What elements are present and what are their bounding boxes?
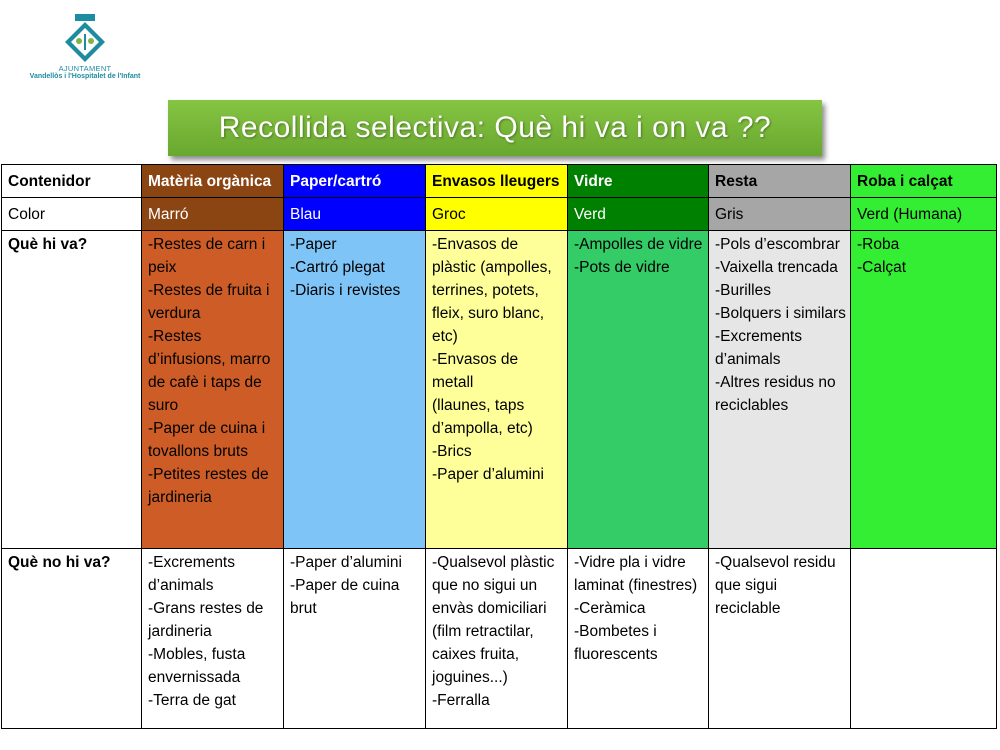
list-item: -Restes de carn i (148, 236, 266, 253)
list-item: peix (148, 259, 177, 276)
list-item: -Altres residus no (715, 374, 836, 391)
list-item: -Mobles, fusta (148, 646, 246, 663)
recycling-table (1, 164, 997, 729)
list-item: d’animals (148, 577, 214, 594)
list-item: -Paper d’alumini (290, 554, 402, 571)
list-item: -Paper (290, 236, 337, 253)
list-item: -Brics (432, 443, 472, 460)
header-row (2, 165, 997, 198)
list-item: etc) (432, 328, 458, 345)
list-item: -Excrements (148, 554, 235, 571)
list-item: (film retractilar, (432, 623, 534, 640)
accepted-items-col-3 (568, 231, 709, 549)
list-item: brut (290, 600, 317, 617)
list-item: -Paper d’alumini (432, 466, 544, 483)
list-item: -Paper de cuina (290, 577, 400, 594)
list-item: -Pols d’escombrar (715, 236, 840, 253)
list-item: -Vaixella trencada (715, 259, 838, 276)
list-item: que no sigui un (432, 577, 538, 594)
list-item: -Pots de vidre (574, 259, 670, 276)
logo-name: AJUNTAMENT (58, 64, 112, 73)
list-item: -Restes (148, 328, 202, 345)
list-item: plàstic (ampolles, (432, 259, 552, 276)
list-item: suro (148, 397, 179, 414)
color-row (2, 198, 997, 231)
list-item: -Diaris i revistes (290, 282, 401, 299)
municipality-logo (10, 14, 160, 80)
list-item: tovallons bruts (148, 443, 248, 460)
container-header-col-2: Envasos lleugers (426, 165, 568, 198)
not-accepted-items-col-1 (284, 549, 426, 729)
list-item: -Envasos de (432, 236, 519, 253)
list-item: -Ceràmica (574, 600, 646, 617)
page-title: Recollida selectiva: Què hi va i on va ?? (218, 111, 772, 144)
container-header-col-5: Roba i calçat (851, 165, 997, 198)
list-item: jardineria (148, 623, 212, 640)
list-item: -Grans restes de (148, 600, 264, 617)
list-item: terrines, potets, (432, 282, 539, 299)
container-color-col-5: Verd (Humana) (851, 198, 997, 231)
list-item: envàs domiciliari (432, 600, 547, 617)
list-item: -Qualsevol residu (715, 554, 836, 571)
list-item: -Restes de fruita i (148, 282, 270, 299)
list-item: -Terra de gat (148, 692, 236, 709)
list-item: -Qualsevol plàstic (432, 554, 555, 571)
accepted-items-col-4 (709, 231, 851, 549)
list-item: -Petites restes de (148, 466, 269, 483)
list-item: d’infusions, marro (148, 351, 271, 368)
row-label-container: Contenidor (2, 165, 142, 198)
not-accepted-row (2, 549, 997, 729)
list-item: envernissada (148, 669, 241, 686)
list-item: -Cartró plegat (290, 259, 385, 276)
container-header-col-0: Matèria orgànica (142, 165, 284, 198)
list-item: -Excrements (715, 328, 802, 345)
container-color-col-0: Marró (142, 198, 284, 231)
list-item: -Envasos de metall (432, 351, 519, 391)
list-item: -Burilles (715, 282, 771, 299)
list-item: jardineria (148, 489, 212, 506)
not-accepted-items-col-5 (851, 549, 997, 729)
list-item: fluorescents (574, 646, 658, 663)
accepted-row (2, 231, 997, 549)
container-header-col-3: Vidre (568, 165, 709, 198)
list-item: reciclables (715, 397, 789, 414)
list-item: laminat (finestres) (574, 577, 698, 594)
accepted-items-col-1 (284, 231, 426, 549)
list-item: -Vidre pla i vidre (574, 554, 686, 571)
list-item: verdura (148, 305, 201, 322)
list-item: -Bolquers i similars (715, 305, 846, 322)
container-color-col-3: Verd (568, 198, 709, 231)
not-accepted-items-col-2 (426, 549, 568, 729)
list-item: fleix, suro blanc, (432, 305, 544, 322)
container-color-col-1: Blau (284, 198, 426, 231)
list-item: -Bombetes i (574, 623, 657, 640)
container-header-col-4: Resta (709, 165, 851, 198)
list-item: -Ampolles de vidre (574, 236, 703, 253)
accepted-items-col-2 (426, 231, 568, 549)
title-banner (168, 100, 822, 156)
coat-of-arms-icon (62, 14, 108, 62)
list-item: -Calçat (857, 259, 907, 276)
container-header-col-1: Paper/cartró (284, 165, 426, 198)
list-item: d’animals (715, 351, 781, 368)
not-accepted-items-col-0 (142, 549, 284, 729)
row-label-accepted: Què hi va? (2, 231, 142, 549)
list-item: d’ampolla, etc) (432, 420, 533, 437)
container-color-col-2: Groc (426, 198, 568, 231)
not-accepted-items-col-4 (709, 549, 851, 729)
accepted-items-col-5 (851, 231, 997, 549)
list-item: -Ferralla (432, 692, 490, 709)
logo-subtitle: Vandellòs i l'Hospitalet de l'Infant (29, 73, 141, 80)
row-label-not-accepted: Què no hi va? (2, 549, 142, 729)
list-item: (llaunes, taps (432, 397, 525, 414)
list-item: caixes fruita, (432, 646, 520, 663)
container-color-col-4: Gris (709, 198, 851, 231)
row-label-color: Color (2, 198, 142, 231)
list-item: de cafè i taps de (148, 374, 262, 391)
list-item: -Roba (857, 236, 900, 253)
list-item: joguines...) (432, 669, 508, 686)
not-accepted-items-col-3 (568, 549, 709, 729)
list-item: -Paper de cuina i (148, 420, 266, 437)
list-item: que sigui reciclable (715, 577, 781, 617)
accepted-items-col-0 (142, 231, 284, 549)
